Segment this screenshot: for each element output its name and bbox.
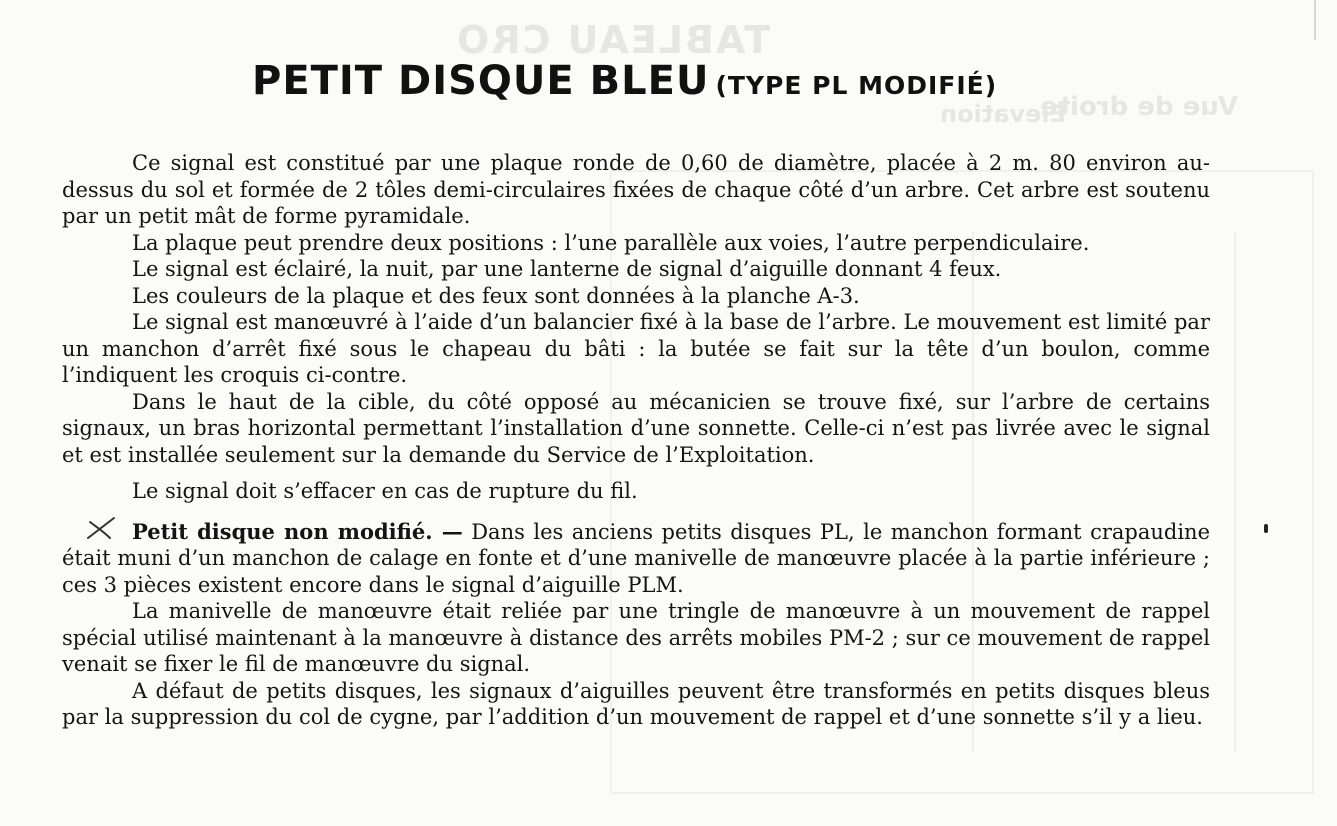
paragraph: Le signal est éclairé, la nuit, par une lanterne de signal d’aiguille donnant 4 feux. (132, 257, 1002, 281)
page-edge-mark (1314, 0, 1316, 40)
section-first-text: Dans les anciens petits disques PL, le manchon formant crapaudine était muni d’un manchon de calage en fonte et d’une manivelle de manœuvre placée à la partie inférieure ; ces 3 pièces existent encore dans le signal d’aiguille PLM. (62, 519, 1210, 597)
paragraph: A défaut de petits disques, les signaux d’aiguilles peuvent être transformés en petits disques bleus par la suppression du col de cygne, par l’addition d’un mouvement de rappel et d’une sonnette s’il y a lieu. (62, 678, 1210, 729)
paragraph: Le signal doit s’effacer en cas de rupture du fil. (132, 479, 638, 503)
bleed-through-label-right: Vue de droite (1040, 92, 1238, 122)
paragraph: Dans le haut de la cible, du côté opposé au mécanicien se trouve fixé, sur l’arbre de certains signaux, un bras horizontal permettant l’installation d’une sonnette. Celle-ci n’est pas livrée avec le signal et est installée seulement sur la demande du Service de l’Exploitation. (62, 389, 1210, 467)
page-title (252, 58, 997, 104)
bleed-through-heading: TABLEAU CRO (455, 18, 771, 62)
handwritten-check-mark (84, 508, 120, 542)
paragraph: La manivelle de manœuvre était reliée par une tringle de manœuvre à un mouvement de rappel spécial utilisé maintenant à la manœuvre à distance des arrêts mobiles PM-2 ; sur ce mouvement de rappel venait se fixer le fil de manœuvre du signal. (62, 599, 1210, 676)
title-main: PETIT DISQUE BLEU (252, 58, 710, 104)
paragraph: Ce signal est constitué par une plaque ronde de 0,60 de diamètre, placée à 2 m. 80 environ au-dessus du sol et formée de 2 tôles demi-circulaires fixées de chaque côté d’un arbre. Cet arbre est soutenu par un petit mât de forme pyramidale. (62, 151, 1210, 228)
paragraph: Le signal est manœuvré à l’aide d’un balancier fixé à la base de l’arbre. Le mouvement est limité par un manchon d’arrêt fixé sous le chapeau du bâti : la butée se fait sur la tête d’un boulon, comme l’indiquent les croquis ci-contre. (62, 310, 1210, 387)
body-text (62, 150, 1210, 731)
title-subtitle: (TYPE PL MODIFIÉ) (715, 71, 998, 100)
section-paragraph (62, 519, 1210, 599)
bleed-through-label-elevation: Elevation (940, 100, 1067, 128)
margin-ink-mark (1264, 524, 1268, 533)
paragraph: La plaque peut prendre deux positions : l’une parallèle aux voies, l’autre perpendiculaire. (132, 230, 1090, 255)
section-run-in-heading: Petit disque non modifié. — (132, 518, 463, 544)
paragraph: Les couleurs de la plaque et des feux sont données à la planche A-3. (132, 283, 860, 308)
